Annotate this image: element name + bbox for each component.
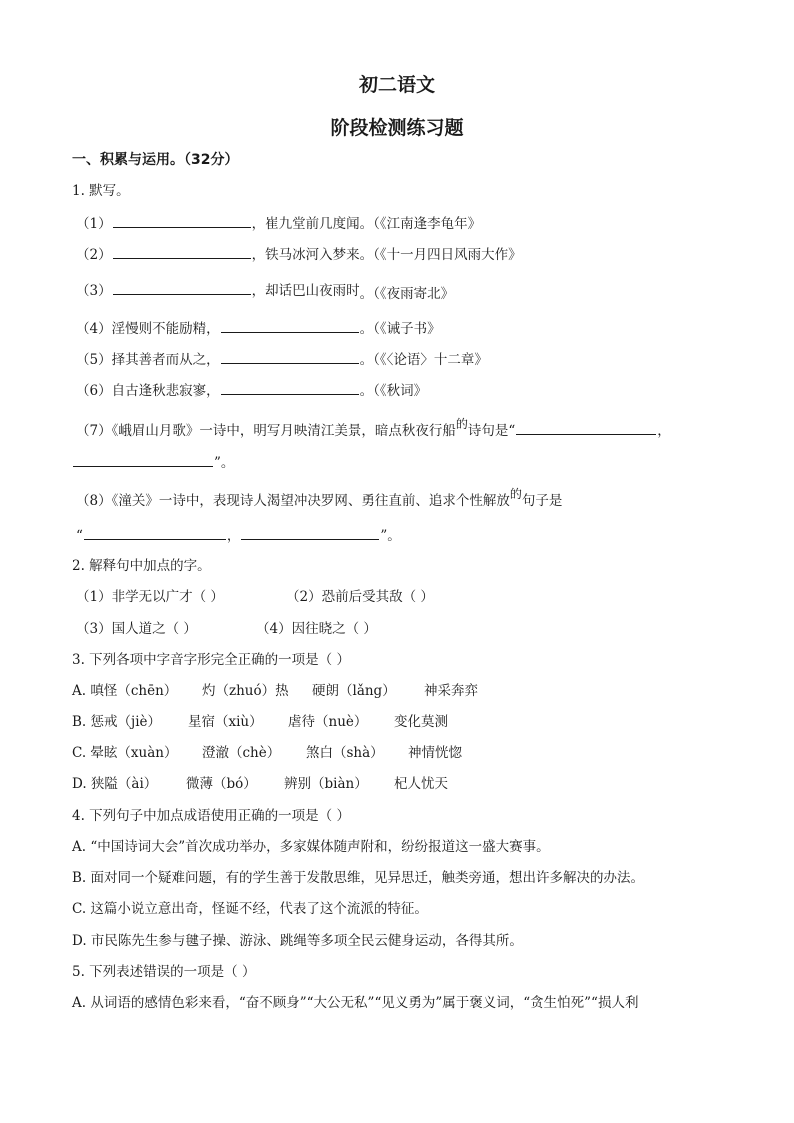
q1-item-4: （4）淫慢则不能励精， 。（《诫子书》 xyxy=(76,318,441,338)
section-heading: 一、积累与运用。（32分） xyxy=(72,152,239,168)
q1-item-8-cont: “ ， ”。 xyxy=(76,525,401,545)
q4-option-a: A. “中国诗词大会”首次成功举办，多家媒体随声附和，纷纷报道这一盛大赛事。 xyxy=(72,839,550,855)
page-title: 初二语文 xyxy=(358,74,435,96)
q1-item-1: （1） ，崔九堂前几度闻。（《江南逢李龟年》 xyxy=(76,213,481,233)
answer-blank[interactable] xyxy=(221,318,359,333)
q1-item-2: （2） ，铁马冰河入梦来。（《十一月四日风雨大作》 xyxy=(76,244,522,264)
q2-item: （1）非学无以广才（ ） xyxy=(76,589,224,605)
page-subtitle: 阶段检测练习题 xyxy=(330,117,464,139)
answer-blank[interactable] xyxy=(113,213,251,228)
answer-blank[interactable] xyxy=(221,380,359,395)
answer-blank[interactable] xyxy=(241,525,379,540)
q4-option-b: B. 面对同一个疑难问题，有的学生善于发散思维，见异思迁，触类旁通，想出许多解决的办法。 xyxy=(72,870,645,886)
q2-item: （2）恐前后受其敌（ ） xyxy=(286,589,434,605)
q1-item-5: （5）择其善者而从之， 。（《〈论语〉十二章》 xyxy=(76,349,488,369)
question-2-stem: 2. 解释句中加点的字。 xyxy=(72,558,211,574)
q1-item-8: （8）《潼关》一诗中，表现诗人渴望冲决罗网、勇往直前、追求个性解放的句子是 xyxy=(76,487,563,509)
answer-blank[interactable] xyxy=(113,244,251,259)
q4-option-d: D. 市民陈先生参与毽子操、游泳、跳绳等多项全民云健身运动，各得其所。 xyxy=(72,933,523,949)
answer-blank[interactable] xyxy=(84,525,226,540)
q1-item-6: （6）自古逢秋悲寂寥， 。（《秋词》 xyxy=(76,380,427,400)
answer-blank[interactable] xyxy=(113,280,251,295)
q3-option-a: A. 嗔怪（chēn） 灼（zhuó）热 硬朗（lǎng） 神采奔弈 xyxy=(72,683,478,699)
answer-blank[interactable] xyxy=(73,452,213,467)
answer-blank[interactable] xyxy=(221,349,359,364)
q1-item-7: （7）《峨眉山月歌》一诗中，明写月映清江美景，暗点秋夜行船的诗句是“ ， xyxy=(76,417,671,439)
question-5-stem: 5. 下列表述错误的一项是（ ） xyxy=(72,964,256,980)
q2-row-1 xyxy=(76,588,434,606)
q4-option-c: C. 这篇小说立意出奇，怪诞不经，代表了这个流派的特征。 xyxy=(72,901,428,917)
q3-option-b: B. 惩戒（jiè） 星宿（xiù） 虐待（nuè） 变化莫测 xyxy=(72,714,448,730)
q1-item-7-cont: ”。 xyxy=(72,452,234,472)
q1-item-3: （3） ，却话巴山夜雨时。（《夜雨寄北》 xyxy=(76,280,454,300)
q2-item: （3）国人道之（ ） xyxy=(76,621,197,637)
question-4-stem: 4. 下列句子中加点成语使用正确的一项是（ ） xyxy=(72,808,350,824)
q5-option-a: A. 从词语的感情色彩来看，“奋不顾身”“大公无私”“见义勇为”属于褒义词，“贪生怕死”“损人利 xyxy=(72,995,639,1011)
question-3-stem: 3. 下列各项中字音字形完全正确的一项是（ ） xyxy=(72,652,350,668)
answer-blank[interactable] xyxy=(516,420,656,435)
q3-option-c: C. 晕眩（xuàn） 澄澈（chè） 煞白（shà） 神情恍惚 xyxy=(72,745,462,761)
q2-row-2 xyxy=(76,620,377,638)
question-1-stem: 1. 默写。 xyxy=(72,183,130,199)
q2-item: （4）因往晓之（ ） xyxy=(256,621,377,637)
q3-option-d: D. 狭隘（ài） 微薄（bó） 辨别（biàn） 杞人忧天 xyxy=(72,776,448,792)
